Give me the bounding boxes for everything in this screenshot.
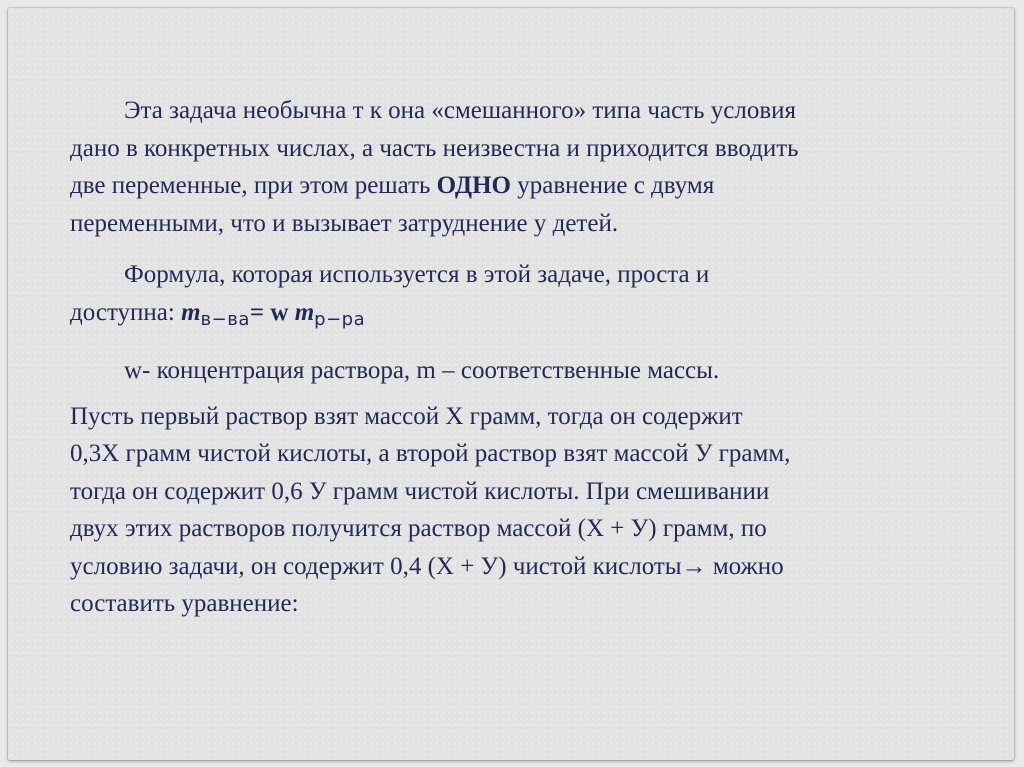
p4-line6: составить уравнение: [70,590,299,617]
paragraph-formula [70,256,940,338]
p1-line1: Эта задача необычна т к она «смешанного» типа часть условия [124,97,796,124]
p2-line1: Формула, которая используется в этой задаче, проста и [124,261,710,288]
p1-line4: переменными, что и вызывает затруднение у детей. [70,209,619,237]
p4-line3: тогда он содержит 0,6 У грамм чистой кислоты. При смешивании [70,477,770,505]
p4-line2: 0,3Х грамм чистой кислоты, а второй раствор взят массой У грамм, [70,440,791,467]
p1-line3-bold: ОДНО [436,172,511,199]
paragraph-notation [70,352,940,390]
p1-line3-pre: две переменные, при этом решать [70,172,437,199]
p2-line2-pre: доступна: [70,298,182,326]
paragraph-solution [70,398,940,623]
formula-m1: m [181,298,201,326]
p1-line3-post: уравнение с двумя [510,172,715,199]
formula-sub1: в−ва [200,308,250,330]
formula-m2: m [294,298,315,326]
formula-sub2: р−ра [314,308,366,330]
p4-line5: условию задачи, он содержит 0,4 (Х + У) чистой кислоты→ можно [70,552,784,580]
slide-card [8,8,1014,760]
formula-eq-w: = w [249,298,295,326]
mass-formula [181,298,366,330]
p4-line1: Пусть первый раствор взят массой Х грамм, тогда он содержит [70,402,743,430]
p1-line2: дано в конкретных числах, а часть неизвестна и приходится вводить [70,134,799,162]
paragraph-task-description [70,92,940,242]
slide-content [70,92,940,623]
p4-line4: двух этих растворов получится раствор массой (Х + У) грамм, по [70,515,767,542]
p3-text: w- концентрация раствора, m – соответственные массы. [124,357,720,384]
